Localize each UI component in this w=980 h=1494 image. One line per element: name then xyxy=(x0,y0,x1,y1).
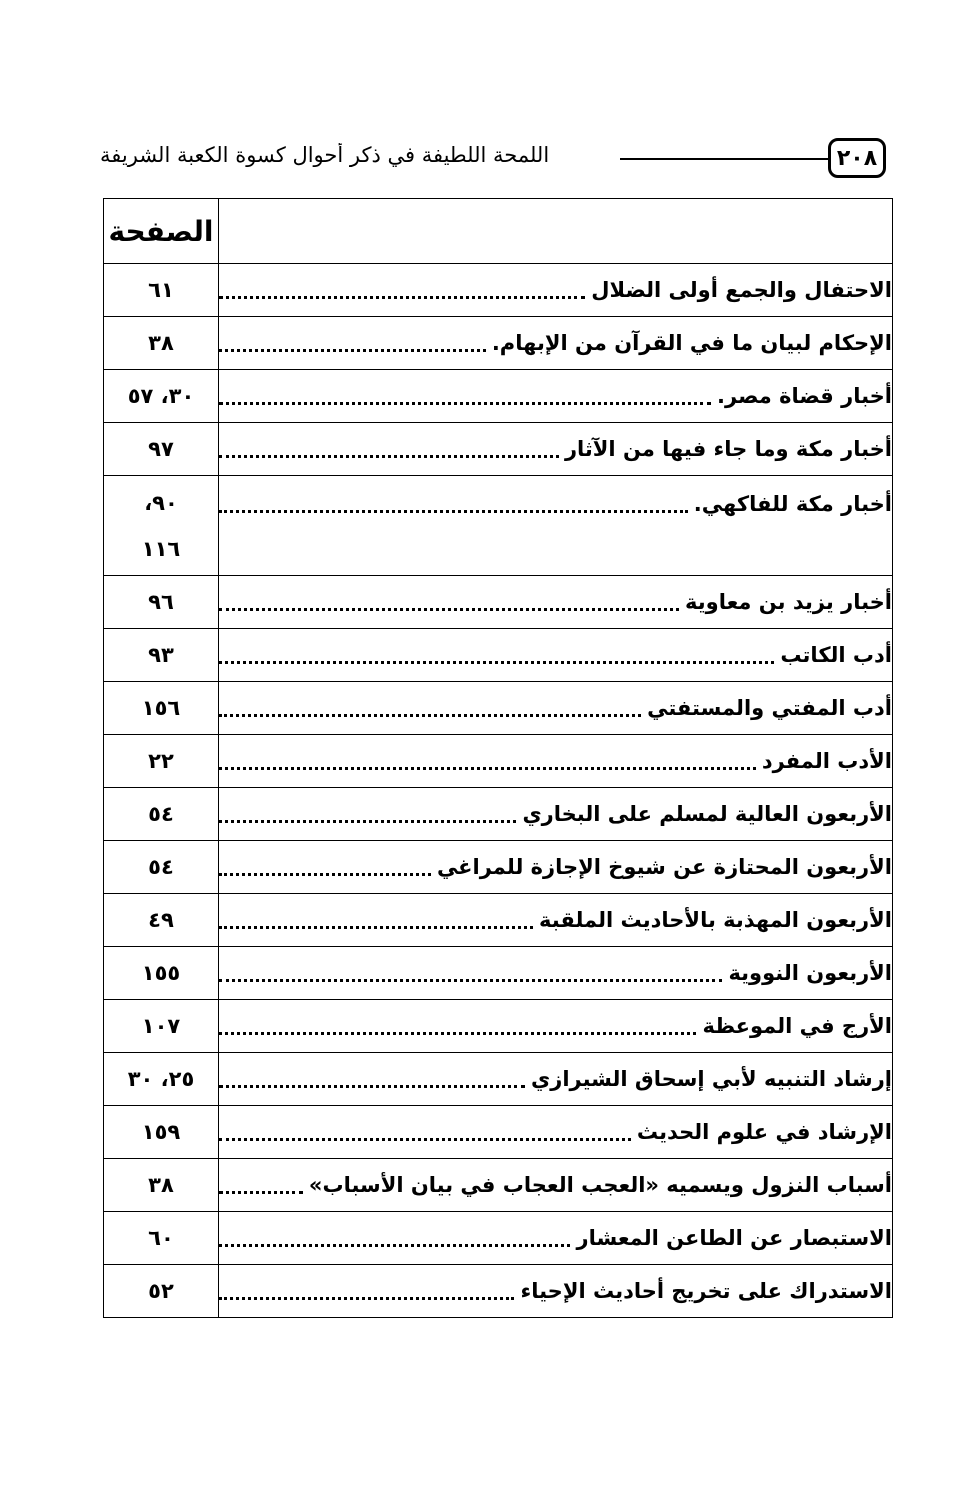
entry-title: الأربعون المحتازة عن شيوخ الإجازة للمراغي xyxy=(436,855,892,879)
page-ref-line-2: ١١٦ xyxy=(141,537,181,561)
header-rule xyxy=(620,158,828,160)
dotted-leader xyxy=(219,926,533,929)
page-cell: ١٥٥ xyxy=(104,947,219,1000)
dotted-leader xyxy=(219,873,431,876)
page-cell: ٦٠ xyxy=(104,1212,219,1265)
table-row xyxy=(104,576,893,629)
title-cell xyxy=(219,476,893,576)
entry-title: الأدب المفرد xyxy=(761,749,892,773)
dotted-leader xyxy=(219,296,585,299)
title-cell xyxy=(219,370,893,423)
title-cell xyxy=(219,947,893,1000)
page-cell: ٩٧ xyxy=(104,423,219,476)
table-row xyxy=(104,264,893,317)
title-cell xyxy=(219,576,893,629)
book-title: اللمحة اللطيفة في ذكر أحوال كسوة الكعبة الشريفة xyxy=(100,143,550,167)
table-row xyxy=(104,1265,893,1318)
entry-title: أخبار مكة للفاكهي. xyxy=(693,492,892,516)
entry-title: أخبار قضاة مصر. xyxy=(717,384,892,408)
table-row xyxy=(104,1159,893,1212)
page-cell: ٣٨ xyxy=(104,1159,219,1212)
title-cell xyxy=(219,735,893,788)
table-header-row xyxy=(104,199,893,264)
entry-title: أخبار يزيد بن معاوية xyxy=(685,590,892,614)
running-header xyxy=(100,138,886,184)
dotted-leader xyxy=(219,1244,570,1247)
title-cell xyxy=(219,264,893,317)
page-cell: ٥٤ xyxy=(104,841,219,894)
page-cell: ١٥٦ xyxy=(104,682,219,735)
table-row xyxy=(104,1053,893,1106)
title-cell xyxy=(219,788,893,841)
page-cell: ٦١ xyxy=(104,264,219,317)
table-row xyxy=(104,682,893,735)
title-cell xyxy=(219,1053,893,1106)
title-cell xyxy=(219,1000,893,1053)
title-cell xyxy=(219,1265,893,1318)
table-row xyxy=(104,947,893,1000)
table-row xyxy=(104,894,893,947)
page-cell: ١٠٧ xyxy=(104,1000,219,1053)
page-cell: ٣٨ xyxy=(104,317,219,370)
page-cell: ٩٦ xyxy=(104,576,219,629)
table-row xyxy=(104,1106,893,1159)
table-row xyxy=(104,423,893,476)
dotted-leader xyxy=(219,767,756,770)
page-cell: ٩٣ xyxy=(104,629,219,682)
entry-title: أخبار مكة وما جاء فيها من الآثار xyxy=(564,437,892,461)
title-cell xyxy=(219,629,893,682)
entry-title: الأرج في الموعظة xyxy=(702,1014,892,1038)
page-cell xyxy=(104,476,219,576)
table-row xyxy=(104,1212,893,1265)
page-cell: ٥٢ xyxy=(104,1265,219,1318)
dotted-leader xyxy=(219,510,688,513)
title-cell xyxy=(219,682,893,735)
title-cell xyxy=(219,1106,893,1159)
dotted-leader xyxy=(219,402,711,405)
entry-title: أسباب النزول ويسميه «العجب العجاب في بيان الأسباب» xyxy=(308,1173,892,1197)
title-cell xyxy=(219,841,893,894)
title-cell xyxy=(219,423,893,476)
entry-title: الإحكام لبيان ما في القرآن من الإبهام. xyxy=(491,331,892,355)
page-column-header: الصفحة xyxy=(104,199,219,264)
dotted-leader xyxy=(219,714,641,717)
page-cell: ٢٢ xyxy=(104,735,219,788)
table-row xyxy=(104,735,893,788)
dotted-leader xyxy=(219,1085,525,1088)
table-row xyxy=(104,788,893,841)
entry-title: الاستبصار عن الطاعن المعشار xyxy=(576,1226,892,1250)
dotted-leader xyxy=(219,1138,631,1141)
page-cell: ١٥٩ xyxy=(104,1106,219,1159)
title-cell xyxy=(219,1212,893,1265)
page-number-box xyxy=(828,138,886,178)
page-cell: ٤٩ xyxy=(104,894,219,947)
dotted-leader xyxy=(219,820,516,823)
entry-title: أدب المفتي والمستفتي xyxy=(647,696,892,720)
dotted-leader xyxy=(219,979,722,982)
title-column-header xyxy=(219,199,893,264)
entry-title: الأربعون النووية xyxy=(728,961,892,985)
dotted-leader xyxy=(219,455,559,458)
title-cell xyxy=(219,1159,893,1212)
title-cell xyxy=(219,317,893,370)
dotted-leader xyxy=(219,1297,514,1300)
page-number: ٢٠٨ xyxy=(836,145,878,171)
dotted-leader xyxy=(219,661,774,664)
table-row xyxy=(104,1000,893,1053)
table-row xyxy=(104,370,893,423)
index-table xyxy=(103,198,893,1318)
title-cell xyxy=(219,894,893,947)
entry-title: الإرشاد في علوم الحديث xyxy=(636,1120,892,1144)
table-row xyxy=(104,317,893,370)
entry-title: الأربعون المهذبة بالأحاديث الملقبة xyxy=(539,908,892,932)
table-row xyxy=(104,841,893,894)
page-cell: ٥٤ xyxy=(104,788,219,841)
dotted-leader xyxy=(219,349,486,352)
page-cell: ٢٥، ٣٠ xyxy=(104,1053,219,1106)
table-row xyxy=(104,629,893,682)
dotted-leader xyxy=(219,1032,696,1035)
entry-title: الاستدراك على تخريج أحاديث الإحياء xyxy=(520,1279,892,1303)
entry-title: الاحتفال والجمع أولى الضلال xyxy=(591,278,892,302)
table-row xyxy=(104,476,893,576)
dotted-leader xyxy=(219,1191,303,1194)
entry-title: الأربعون العالية لمسلم على البخاري xyxy=(522,802,892,826)
dotted-leader xyxy=(219,608,679,611)
entry-title: إرشاد التنبيه لأبي إسحاق الشيرازي xyxy=(531,1067,892,1091)
page-cell: ٣٠، ٥٧ xyxy=(104,370,219,423)
entry-title: أدب الكاتب xyxy=(780,643,892,667)
page-ref-line-1: ٩٠، xyxy=(144,491,178,515)
